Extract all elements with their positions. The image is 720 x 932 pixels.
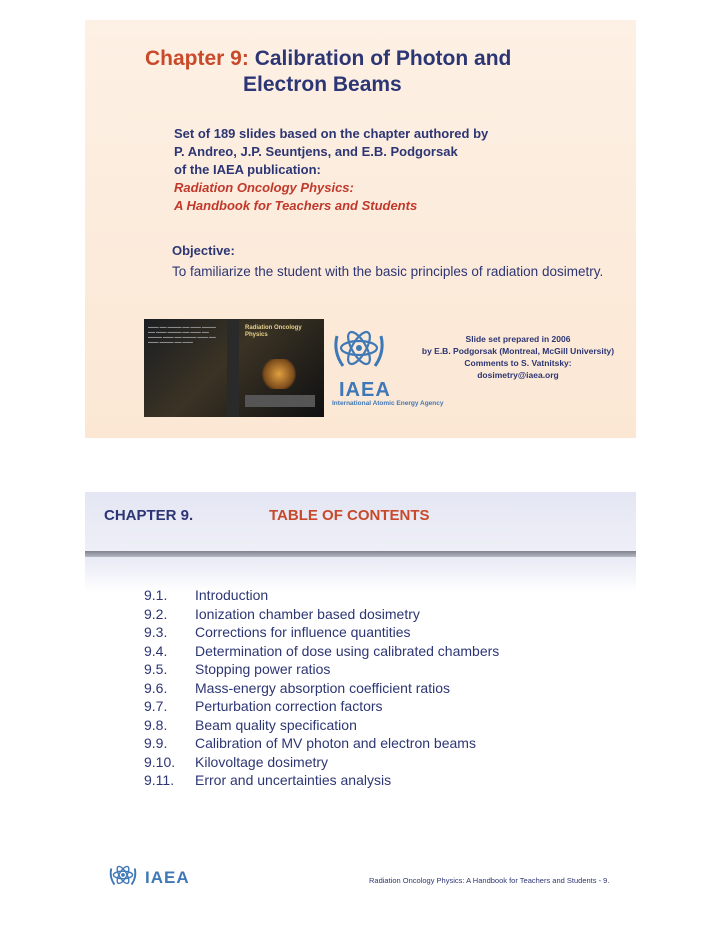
book-back-text: ▬▬▬ ▬▬ ▬▬▬▬ ▬▬ ▬▬▬ ▬▬▬▬ ▬▬ ▬▬▬ ▬▬▬▬ ▬▬ ▬▬▬ ▬▬ ▬▬▬▬ ▬▬▬ ▬▬ ▬▬▬▬ ▬▬▬ ▬▬ ▬▬▬ ▬▬▬▬ ▬▬ ▬▬▬ bbox=[148, 325, 216, 344]
toc-title: Calibration of MV photon and electron beams bbox=[195, 735, 476, 751]
prepared-by-block bbox=[403, 333, 633, 381]
prepared-line: Slide set prepared in 2006 bbox=[465, 334, 571, 344]
slide-footer: Radiation Oncology Physics: A Handbook for Teachers and Students - 9. bbox=[369, 876, 610, 885]
toc-number: 9.10. bbox=[144, 753, 176, 770]
toc-item bbox=[144, 697, 624, 716]
credits-block bbox=[174, 125, 488, 215]
credits-line: of the IAEA publication: bbox=[174, 162, 321, 177]
toc-title: Corrections for influence quantities bbox=[195, 624, 411, 640]
toc-number: 9.3. bbox=[144, 624, 168, 640]
toc-title: Stopping power ratios bbox=[195, 661, 331, 677]
contact-email: dosimetry@iaea.org bbox=[477, 370, 559, 380]
toc-title: Beam quality specification bbox=[195, 716, 357, 733]
toc-title: Kilovoltage dosimetry bbox=[195, 753, 329, 770]
toc-title: Perturbation correction factors bbox=[195, 698, 383, 714]
book-spine bbox=[227, 319, 239, 417]
toc-heading: TABLE OF CONTENTS bbox=[269, 507, 430, 524]
iaea-emblem-icon bbox=[107, 860, 139, 892]
objective-heading: Objective: bbox=[172, 243, 235, 258]
book-machine-image bbox=[259, 359, 299, 389]
toc-item bbox=[144, 660, 624, 679]
toc-number: 9.8. bbox=[144, 716, 168, 733]
prepared-line: by E.B. Podgorsak (Montreal, McGill University) bbox=[421, 346, 615, 356]
slide-title bbox=[145, 46, 565, 98]
toc-title: Introduction bbox=[195, 587, 269, 603]
toc-title: Ionization chamber based dosimetry bbox=[195, 605, 420, 622]
credits-line: Set of 189 slides based on the chapter authored by bbox=[174, 126, 489, 141]
toc-item bbox=[144, 605, 624, 624]
prepared-line: Comments to S. Vatnitsky: bbox=[464, 358, 572, 368]
toc-title: Determination of dose using calibrated chambers bbox=[195, 642, 500, 659]
toc-item bbox=[144, 623, 624, 642]
publication-line: A Handbook for Teachers and Students bbox=[174, 198, 418, 213]
toc-number: 9.5. bbox=[144, 661, 168, 677]
credits-line: P. Andreo, J.P. Seuntjens, and E.B. Podgorsak bbox=[174, 144, 458, 159]
publication-line: Radiation Oncology Physics: bbox=[174, 180, 354, 195]
title-slide bbox=[85, 20, 636, 438]
toc-number: 9.11. bbox=[144, 772, 175, 788]
iaea-logo-subtitle: International Atomic Energy Agency bbox=[332, 400, 444, 407]
toc-item bbox=[144, 771, 624, 790]
toc-number: 9.9. bbox=[144, 735, 168, 751]
toc-title: Mass-energy absorption coefficient ratios bbox=[195, 679, 450, 696]
book-title: Radiation Oncology Physics bbox=[245, 325, 302, 338]
toc-item bbox=[144, 586, 624, 605]
chapter-label: CHAPTER 9. bbox=[104, 507, 194, 524]
toc-item bbox=[144, 716, 624, 735]
title-chapter: Chapter 9: bbox=[145, 47, 249, 70]
iaea-emblem-icon bbox=[329, 320, 389, 380]
toc-item bbox=[144, 753, 624, 772]
toc-number: 9.4. bbox=[144, 642, 168, 659]
header-divider bbox=[85, 551, 636, 557]
toc-slide bbox=[85, 492, 636, 904]
title-line-1: Calibration of Photon and bbox=[254, 47, 512, 70]
toc-item bbox=[144, 642, 624, 661]
toc-list bbox=[144, 586, 624, 790]
toc-item bbox=[144, 679, 624, 698]
iaea-logo-text: IAEA bbox=[339, 379, 391, 401]
book-cover-image bbox=[144, 319, 324, 417]
toc-number: 9.6. bbox=[144, 679, 168, 696]
toc-item bbox=[144, 734, 624, 753]
title-line-2: Electron Beams bbox=[243, 73, 402, 96]
toc-number: 9.1. bbox=[144, 587, 168, 603]
toc-number: 9.2. bbox=[144, 605, 168, 622]
toc-number: 9.7. bbox=[144, 698, 168, 714]
toc-title: Error and uncertainties analysis bbox=[195, 772, 392, 788]
iaea-logo-text: IAEA bbox=[145, 868, 190, 887]
book-logos-strip bbox=[245, 395, 315, 407]
objective-text: To familiarize the student with the basic principles of radiation dosimetry. bbox=[172, 264, 604, 279]
